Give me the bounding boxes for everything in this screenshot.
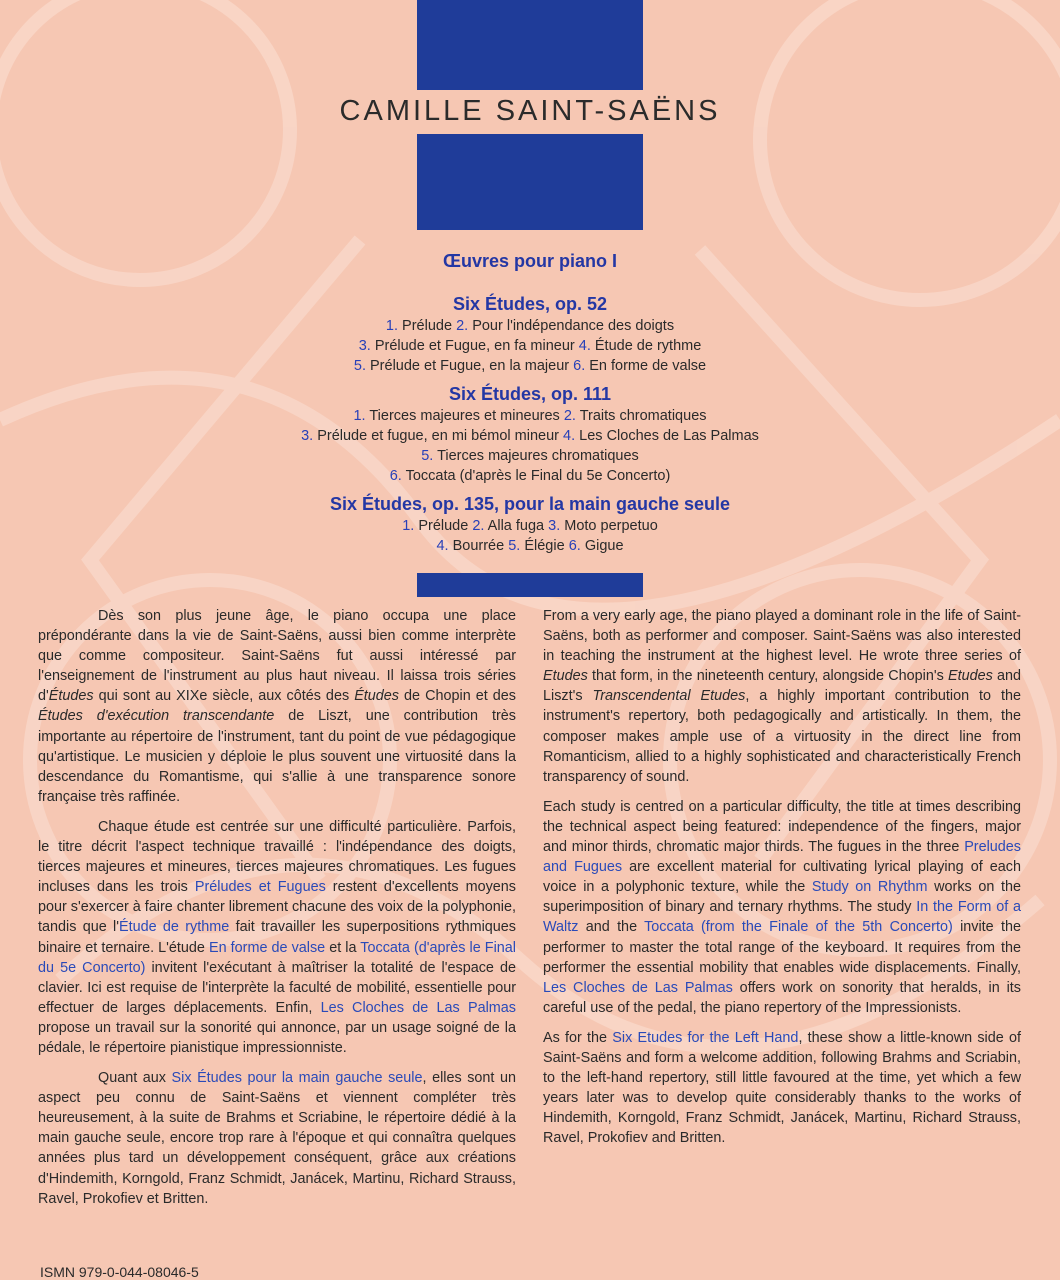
text-segment: that form, in the nineteenth century, alongside Chopin's xyxy=(587,668,948,685)
track-title: Les Cloches de Las Palmas xyxy=(579,428,759,444)
text-segment: invite the performer to master the total range of the keyboard. It requires from the performer the essential mobility that enables wide displacements. Finally, xyxy=(543,919,1021,976)
track-title: Prélude et fugue, en mi bémol mineur xyxy=(317,428,560,444)
track-title: Élégie xyxy=(524,538,565,554)
track-title: Prélude et Fugue, en la majeur xyxy=(370,358,570,374)
track-title: Étude de rythme xyxy=(594,338,702,354)
works-groups xyxy=(0,292,1060,556)
track-line xyxy=(0,316,1060,336)
track-number: 6. xyxy=(389,468,402,484)
paragraph xyxy=(38,1068,516,1209)
text-segment: de Chopin et des xyxy=(399,688,516,705)
work-title-highlight: Six Études pour la main gauche seule xyxy=(171,1070,423,1087)
work-title-highlight: Toccata (d'après le Final du 5e Concerto) xyxy=(38,939,517,976)
track-title: Prélude xyxy=(402,318,453,334)
text-segment: propose un travail sur la sonorité qui annonce, par un usage soigné de la pédale, le répertoire pianistique impressionniste. xyxy=(38,1019,516,1056)
divider-blue-bar xyxy=(417,573,643,597)
italic-title: Transcendental Etudes xyxy=(592,688,746,705)
text-segment: , these show a little-known side of Saint-Saëns and form a welcome addition, following Brahms and Scriabin, to the left-hand repertory, still little favoured at the time, yet which a few years later was to develop quite considerably thanks to the works of Hindemith, Korngold, Franz Schmidt, Janácek, Martinu, Richard Strauss, Ravel, Prokofiev and Britten. xyxy=(543,1029,1021,1147)
middle-blue-block xyxy=(417,134,643,230)
track-title: Pour l'indépendance des doigts xyxy=(472,318,675,334)
work-title-highlight: In the Form of a Waltz xyxy=(543,899,1021,936)
work-title-highlight: Préludes et Fugues xyxy=(194,879,326,896)
text-segment: offers work on sonority that heralds, in its careful use of the pedal, the piano repertory of the Impressionists. xyxy=(543,979,1021,1016)
composer-name: CAMILLE SAINT-SAËNS xyxy=(339,95,721,127)
text-segment: qui sont au XIXe siècle, aux côtés des xyxy=(93,688,355,705)
track-number: 5. xyxy=(508,538,521,554)
paragraph xyxy=(543,797,1021,1018)
ismn-number: ISMN 979-0-044-08046-5 xyxy=(40,1264,199,1280)
work-title-highlight: Six Etudes for the Left Hand xyxy=(612,1029,799,1046)
italic-title: Etudes xyxy=(947,668,993,685)
track-line xyxy=(0,446,1060,466)
track-number: 5. xyxy=(353,358,366,374)
track-number: 3. xyxy=(358,338,371,354)
track-title: En forme de valse xyxy=(589,358,707,374)
text-segment: As for the xyxy=(543,1029,613,1046)
paragraph xyxy=(543,1028,1021,1149)
work-group xyxy=(0,292,1060,376)
paragraph xyxy=(38,817,516,1058)
works-list xyxy=(0,248,1060,562)
text-segment: are excellent material for cultivating lyrical playing of each voice in a polyphonic texture, while the xyxy=(543,859,1021,896)
work-title-highlight: Preludes and Fugues xyxy=(543,839,1021,876)
track-number: 3. xyxy=(301,428,314,444)
top-blue-block xyxy=(417,0,643,90)
paragraph xyxy=(543,606,1021,787)
text-segment: Quant aux xyxy=(98,1070,172,1087)
track-number: 4. xyxy=(563,428,576,444)
track-line xyxy=(0,426,1060,446)
track-number: 5. xyxy=(421,448,434,464)
italic-title: Etudes xyxy=(543,668,588,685)
track-title: Traits chromatiques xyxy=(579,408,707,424)
track-title: Gigue xyxy=(584,538,624,554)
text-segment: , elles sont un aspect peu connu de Saint-Saëns et viennent compléter très heureusement, à la suite de Brahms et Scriabine, le répertoire dédié à la main gauche seule, encore trop rare à l'époque et qui connaîtra quelques années plus tard un développement conséquent, grâce aux créations d'Hindemith, Korngold, Franz Schmidt, Janácek, Martinu, Richard Strauss, Ravel, Prokofiev et Britten. xyxy=(38,1070,517,1207)
track-line xyxy=(0,466,1060,486)
track-title: Moto perpetuo xyxy=(564,518,658,534)
italic-title: Études d'exécution transcendante xyxy=(38,708,275,725)
track-number: 2. xyxy=(456,318,469,334)
track-title: Toccata (d'après le Final du 5e Concerto) xyxy=(405,468,671,484)
work-title-highlight: Les Cloches de Las Palmas xyxy=(543,979,733,996)
text-segment: Each study is centred on a particular difficulty, the title at times describing the technical aspect being featured: independence of the fingers, major and minor thirds, chromatic major thirds. The fugues in the three xyxy=(543,798,1021,856)
french-text-column xyxy=(38,606,516,1219)
track-line xyxy=(0,406,1060,426)
track-title: Alla fuga xyxy=(487,518,545,534)
track-number: 1. xyxy=(353,408,366,424)
track-number: 6. xyxy=(573,358,586,374)
text-segment: From a very early age, the piano played a dominant role in the life of Saint-Saëns, both as performer and composer. Saint-Saëns was also interested in teaching the instrument at the highest level. He wrote three series of xyxy=(543,608,1021,665)
track-line xyxy=(0,516,1060,536)
text-segment: invitent l'exécutant à maîtriser la totalité de l'espace de clavier. Ici est requise de l'interprète la faculté de mobilité, essentielle pour effectuer de larges déplacements. Enfin, xyxy=(38,959,516,1016)
text-segment: , a highly important contribution to the instrument's repertory, both pedagogically and artistically. In them, the composer makes ample use of a virtuosity in the direct line from Romanticism, allied to a highly sophisticated and characteristically French transparency of sound. xyxy=(543,688,1022,785)
track-number: 4. xyxy=(578,338,591,354)
work-group-title: Six Études, op. 52 xyxy=(452,294,608,314)
track-number: 2. xyxy=(472,518,485,534)
track-number: 4. xyxy=(436,538,449,554)
work-group-title: Six Études, op. 111 xyxy=(448,384,612,404)
works-subtitle: Œuvres pour piano I xyxy=(442,251,618,271)
italic-title: Études xyxy=(354,688,399,705)
track-line xyxy=(0,356,1060,376)
track-title: Prélude et Fugue, en fa mineur xyxy=(374,338,575,354)
track-number: 1. xyxy=(385,318,399,334)
text-segment: Chaque étude est centrée sur une difficulté particulière. Parfois, le titre décrit l'aspect technique travaillé : l'indépendance des doigts, tierces majeures et mineures, tierces majeures chromatiques. Les fugues incluses dans les trois xyxy=(38,818,516,896)
text-segment: and Liszt's xyxy=(543,668,1021,705)
text-segment: de Liszt, une contribution très importante au répertoire de l'instrument, tant du point de vue pédagogique qu'artistique. Le musicien y déploie le plus souvent une virtuosité dans la descendance du Romantisme, qui s'allie à une transparence sonore française très raffinée. xyxy=(38,708,517,805)
track-line xyxy=(0,336,1060,356)
track-line xyxy=(0,536,1060,556)
text-segment: and the xyxy=(578,919,645,936)
work-title-highlight: Les Cloches de Las Palmas xyxy=(320,999,516,1016)
work-title-highlight: Étude de rythme xyxy=(119,919,230,936)
track-number: 1. xyxy=(402,518,415,534)
text-segment: restent d'excellents moyens pour s'exercer à faire chanter librement chacune des voix de la polyphonie, tandis que l' xyxy=(38,879,516,936)
paragraph xyxy=(38,606,516,807)
work-title-highlight: En forme de valse xyxy=(209,939,326,956)
track-title: Tierces majeures chromatiques xyxy=(437,448,639,464)
text-segment: Dès son plus jeune âge, le piano occupa une place prépondérante dans la vie de Saint-Saëns, aussi bien comme interprète que comme compositeur. Saint-Saëns fut aussi intéressé par l'enseignement de l'instrument au plus haut niveau. Il laissa trois séries d' xyxy=(38,608,516,705)
work-group-title: Six Études, op. 135, pour la main gauche seule xyxy=(329,494,731,514)
text-segment: fait travailler les superpositions rythmiques binaire et ternaire. L'étude xyxy=(38,919,517,956)
english-text-column xyxy=(543,606,1021,1158)
text-segment: works on the superimposition of binary and ternary rhythms. The study xyxy=(543,879,1021,916)
work-title-highlight: Toccata (from the Finale of the 5th Concerto) xyxy=(644,919,953,936)
track-title: Bourrée xyxy=(452,538,505,554)
italic-title: Études xyxy=(48,688,94,705)
track-number: 3. xyxy=(548,518,561,534)
text-segment: et la xyxy=(325,939,361,956)
track-number: 2. xyxy=(563,408,576,424)
work-title-highlight: Study on Rhythm xyxy=(811,879,928,896)
work-group xyxy=(0,382,1060,486)
work-group xyxy=(0,492,1060,556)
track-title: Tierces majeures et mineures xyxy=(369,408,560,424)
track-number: 6. xyxy=(568,538,581,554)
track-title: Prélude xyxy=(418,518,469,534)
